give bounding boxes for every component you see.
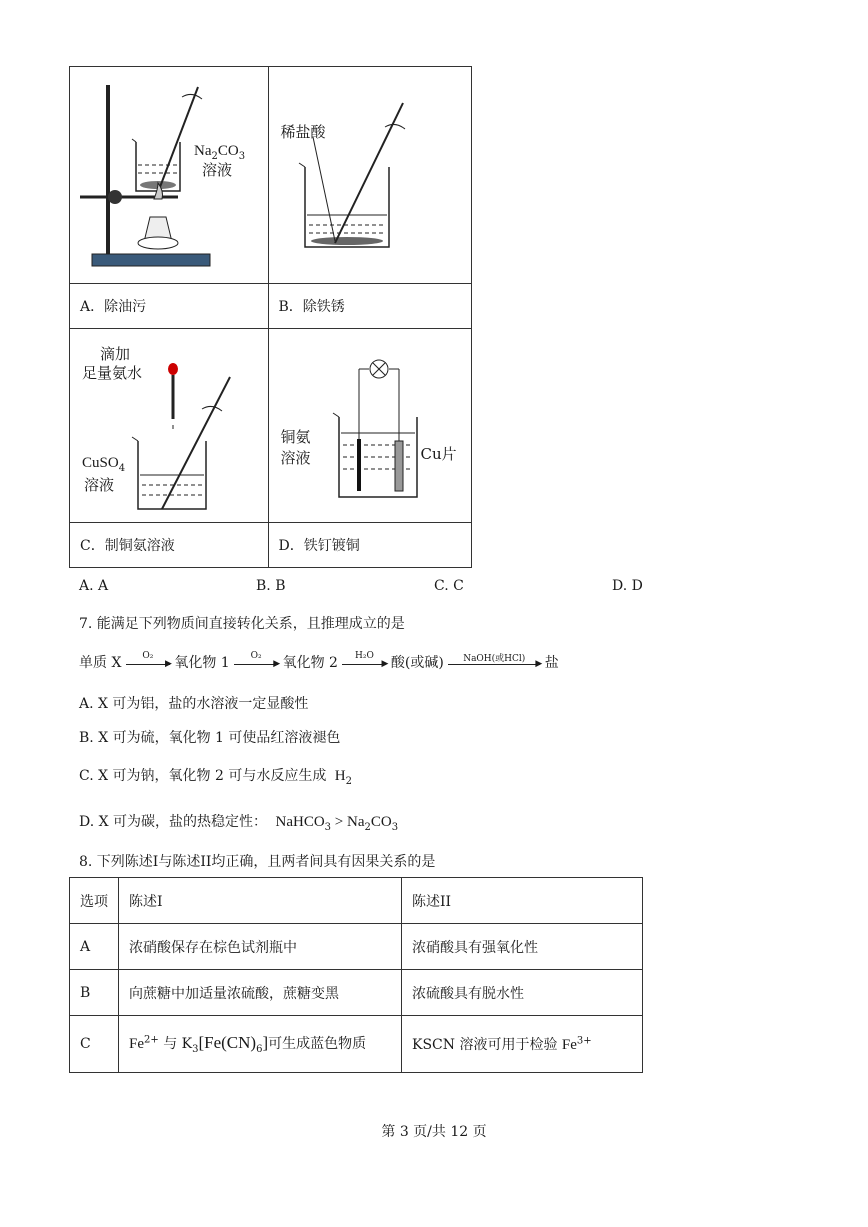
row-c-statement-1: $Fe^{2+}$ 与 $K_3[Fe(CN)_6]$可生成蓝色物质: [119, 1016, 402, 1073]
row-a-statement-1: 浓硝酸保存在棕色试剂瓶中: [119, 924, 402, 970]
row-b-statement-1: 向蔗糖中加适量浓硫酸，蔗糖变黑: [119, 970, 402, 1016]
row-b-option: B: [70, 970, 119, 1016]
row-a-statement-2: 浓硝酸具有强氧化性: [402, 924, 643, 970]
header-statement-2: 陈述II: [402, 878, 643, 924]
label-ammonia: 足量氨水: [82, 364, 143, 382]
q6-option-b[interactable]: B. B: [256, 578, 286, 594]
q6-option-a[interactable]: A. A: [79, 578, 109, 594]
caption-c: C．制铜氨溶液: [70, 523, 269, 568]
chain-oxide-1: 氧化物 1: [174, 655, 230, 671]
label-cuso4: CuSO$_4$: [82, 455, 126, 474]
page-footer: 第 3 页/共 12 页: [381, 1124, 487, 1140]
chain-oxide-2: 氧化物 2: [282, 655, 338, 671]
figure-d: [268, 329, 472, 523]
header-option: 选项: [70, 878, 119, 924]
label-cu-ammonia: 铜氨: [280, 428, 311, 446]
row-c-option: C: [70, 1016, 119, 1073]
chain-element-x: 单质 X: [79, 655, 122, 671]
q7-option-c[interactable]: C. X 可为钠，氧化物 2 可与水反应生成 $H_2$: [79, 768, 353, 787]
caption-d: D．铁钉镀铜: [268, 523, 472, 568]
chain-arrow-2: O₂ ▶: [234, 662, 278, 665]
q7-conversion-chain: [79, 652, 559, 672]
chain-arrow-1: O₂ ▶: [126, 662, 170, 665]
label-cu-plate: Cu片: [420, 445, 457, 463]
caption-a: A．除油污: [70, 284, 269, 329]
q8-table: [69, 877, 643, 1073]
chain-acid-base: 酸(或碱): [390, 655, 444, 671]
q7-option-b[interactable]: B. X 可为硫，氧化物 1 可使品红溶液褪色: [79, 730, 341, 746]
q7-option-a[interactable]: A. X 可为铝，盐的水溶液一定显酸性: [79, 696, 309, 712]
table-row[interactable]: [70, 924, 643, 970]
figure-a: [70, 67, 269, 284]
chain-arrow-4: NaOH(或HCl) ▶: [448, 662, 540, 665]
chain-salt: 盐: [544, 655, 559, 671]
header-statement-1: 陈述I: [119, 878, 402, 924]
label-add: 滴加: [100, 345, 131, 363]
label-solution-a: 溶液: [202, 161, 233, 179]
label-solution-c: 溶液: [84, 476, 115, 494]
q7-stem: 7. 能满足下列物质间直接转化关系，且推理成立的是: [79, 616, 405, 632]
row-a-option: A: [70, 924, 119, 970]
apparatus-b-diagram: [269, 67, 472, 283]
row-c-statement-2: KSCN 溶液可用于检验 $Fe^{3+}$: [402, 1016, 643, 1073]
q6-option-d[interactable]: D. D: [612, 578, 643, 594]
figure-grid: [69, 66, 472, 570]
table-row[interactable]: [70, 970, 643, 1016]
label-na2co3: $Na_2CO_3$: [194, 143, 246, 162]
caption-b: B．除铁锈: [268, 284, 472, 329]
figure-c: [70, 329, 269, 523]
table-row[interactable]: [70, 1016, 643, 1073]
chain-arrow-3: H₂O ▶: [342, 662, 386, 665]
label-solution-d: 溶液: [280, 449, 311, 467]
label-dilute-hcl: 稀盐酸: [280, 123, 326, 141]
figure-b: [268, 67, 472, 284]
apparatus-a-diagram: [70, 67, 268, 283]
q7-option-d[interactable]: D. X 可为碳，盐的热稳定性： NaHCO$_3$ > $Na_2CO_3$: [79, 814, 399, 833]
row-b-statement-2: 浓硫酸具有脱水性: [402, 970, 643, 1016]
q6-option-c[interactable]: C. C: [434, 578, 464, 594]
q8-stem: 8. 下列陈述I与陈述II均正确，且两者间具有因果关系的是: [79, 854, 436, 870]
table-header-row: [70, 878, 643, 924]
